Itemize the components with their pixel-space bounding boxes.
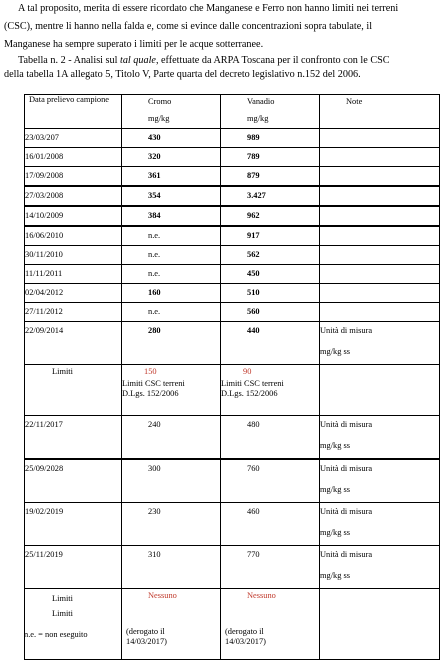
row-vanadio: 770 — [221, 546, 320, 589]
header-vanadio-unit: mg/kg — [247, 114, 269, 123]
row-cromo: 430 — [122, 129, 221, 148]
limits-row-2 — [25, 589, 440, 660]
row-vanadio: 440 — [221, 322, 320, 365]
table-row — [25, 303, 440, 322]
row-date: 02/04/2012 — [25, 284, 122, 303]
row-note — [320, 148, 440, 167]
table-header-row — [25, 95, 440, 129]
row-cromo: 230 — [122, 503, 221, 546]
row-cromo: 361 — [122, 167, 221, 187]
table-row — [25, 503, 440, 546]
row-vanadio: 480 — [221, 416, 320, 460]
row-cromo: 300 — [122, 459, 221, 503]
row-cromo: 160 — [122, 284, 221, 303]
row-date: 22/09/2014 — [25, 322, 122, 365]
limits2-vanadio-deroga2: 14/03/2017) — [225, 637, 266, 646]
limit-cromo-value: 150 — [144, 367, 157, 376]
row-date: 11/11/2011 — [25, 265, 122, 284]
limits-note — [320, 365, 440, 416]
limit-cromo-ref2: D.Lgs. 152/2006 — [122, 389, 179, 398]
row-date: 27/11/2012 — [25, 303, 122, 322]
header-date: Data prelievo campione — [25, 95, 122, 129]
intro-line-3: Manganese ha sempre superato i limiti per le acque sotterranee. — [4, 39, 264, 50]
row-vanadio: 879 — [221, 167, 320, 187]
row-note — [320, 246, 440, 265]
limits2-vanadio-value: Nessuno — [247, 591, 276, 600]
row-vanadio: 3.427 — [221, 186, 320, 206]
table-row — [25, 284, 440, 303]
row-date: 25/11/2019 — [25, 546, 122, 589]
limit-vanadio-value: 90 — [243, 367, 252, 376]
row-date: 22/11/2017 — [25, 416, 122, 460]
limits2-vanadio — [221, 589, 320, 660]
note-unit-value: mg/kg ss — [320, 571, 351, 580]
limits2-label-2: Limiti — [52, 609, 73, 618]
row-date: 25/09/2028 — [25, 459, 122, 503]
limits2-label — [25, 589, 122, 660]
note-unit-value: mg/kg ss — [320, 441, 351, 450]
table-row — [25, 186, 440, 206]
row-vanadio: 962 — [221, 206, 320, 226]
header-note: Note — [320, 95, 440, 129]
row-vanadio: 789 — [221, 148, 320, 167]
limit-vanadio-ref2: D.Lgs. 152/2006 — [221, 389, 278, 398]
row-date: 16/06/2010 — [25, 226, 122, 246]
limit-cromo-ref1: Limiti CSC terreni — [122, 379, 185, 388]
row-date: 14/10/2009 — [25, 206, 122, 226]
caption-italic: tal quale — [120, 55, 156, 66]
row-cromo: n.e. — [122, 246, 221, 265]
header-cromo-unit: mg/kg — [148, 114, 170, 123]
limits2-cromo-deroga1: (derogato il — [126, 627, 165, 636]
table-row — [25, 416, 440, 460]
row-vanadio: 560 — [221, 303, 320, 322]
row-cromo: 240 — [122, 416, 221, 460]
row-cromo: 280 — [122, 322, 221, 365]
row-vanadio: 510 — [221, 284, 320, 303]
row-cromo: 310 — [122, 546, 221, 589]
row-date: 30/11/2010 — [25, 246, 122, 265]
row-vanadio: 760 — [221, 459, 320, 503]
row-note — [320, 206, 440, 226]
limits-vanadio — [221, 365, 320, 416]
row-date: 17/09/2008 — [25, 167, 122, 187]
table-row — [25, 246, 440, 265]
table-caption — [4, 54, 440, 82]
row-cromo: n.e. — [122, 226, 221, 246]
row-cromo: n.e. — [122, 303, 221, 322]
limit-vanadio-ref1: Limiti CSC terreni — [221, 379, 284, 388]
row-vanadio: 562 — [221, 246, 320, 265]
row-note — [320, 303, 440, 322]
limits2-cromo-value: Nessuno — [148, 591, 177, 600]
note-unit-label: Unità di misura — [320, 507, 373, 516]
row-note — [320, 322, 440, 365]
row-note — [320, 284, 440, 303]
row-note — [320, 167, 440, 187]
caption-suffix: , effettuate da ARPA Toscana per il confronto con le CSC — [155, 55, 390, 66]
note-unit-label: Unità di misura — [320, 464, 373, 473]
limits-row — [25, 365, 440, 416]
note-unit-value: mg/kg ss — [320, 528, 351, 537]
row-cromo: 354 — [122, 186, 221, 206]
limits-label: Limiti — [25, 365, 122, 416]
row-cromo: n.e. — [122, 265, 221, 284]
row-vanadio: 917 — [221, 226, 320, 246]
caption-line-2: della tabella 1A allegato 5, Titolo V, Parte quarta del decreto legislativo n.152 del 2006. — [4, 69, 361, 80]
table-row — [25, 265, 440, 284]
table-row — [25, 206, 440, 226]
header-cromo — [122, 95, 221, 129]
row-note — [320, 459, 440, 503]
table-row — [25, 546, 440, 589]
note-unit-label: Unità di misura — [320, 420, 373, 429]
row-note — [320, 416, 440, 460]
row-cromo: 320 — [122, 148, 221, 167]
row-vanadio: 450 — [221, 265, 320, 284]
table-row — [25, 322, 440, 365]
table-row — [25, 129, 440, 148]
row-date: 16/01/2008 — [25, 148, 122, 167]
limits2-cromo-deroga2: 14/03/2017) — [126, 637, 167, 646]
intro-paragraph — [4, 0, 440, 54]
row-vanadio: 460 — [221, 503, 320, 546]
row-vanadio: 989 — [221, 129, 320, 148]
row-cromo: 384 — [122, 206, 221, 226]
header-vanadio-label: Vanadio — [247, 97, 275, 106]
note-unit-label: Unità di misura — [320, 326, 373, 335]
header-cromo-label: Cromo — [148, 97, 172, 106]
note-unit-label: Unità di misura — [320, 550, 373, 559]
table-row — [25, 226, 440, 246]
limits2-note — [320, 589, 440, 660]
table-row — [25, 459, 440, 503]
analysis-table — [24, 94, 440, 660]
intro-line-2: (CSC), mentre li hanno nella falda e, come si evince dalle concentrazioni sopra tabulate, il — [4, 21, 373, 32]
row-note — [320, 546, 440, 589]
header-vanadio — [221, 95, 320, 129]
footnote: n.e. = non eseguito — [24, 630, 88, 639]
limits2-cromo — [122, 589, 221, 660]
note-unit-value: mg/kg ss — [320, 347, 351, 356]
caption-prefix: Tabella n. 2 - Analisi sul — [18, 55, 120, 66]
intro-line-1: A tal proposito, merita di essere ricordato che Manganese e Ferro non hanno limiti nei terreni — [18, 3, 399, 14]
limits2-label-1: Limiti — [52, 594, 73, 603]
row-note — [320, 226, 440, 246]
note-unit-value: mg/kg ss — [320, 485, 351, 494]
row-note — [320, 129, 440, 148]
row-date: 19/02/2019 — [25, 503, 122, 546]
table-row — [25, 148, 440, 167]
row-note — [320, 503, 440, 546]
row-date: 23/03/207 — [25, 129, 122, 148]
table-row — [25, 167, 440, 187]
limits2-vanadio-deroga1: (derogato il — [225, 627, 264, 636]
row-note — [320, 186, 440, 206]
row-date: 27/03/2008 — [25, 186, 122, 206]
row-note — [320, 265, 440, 284]
limits-cromo — [122, 365, 221, 416]
